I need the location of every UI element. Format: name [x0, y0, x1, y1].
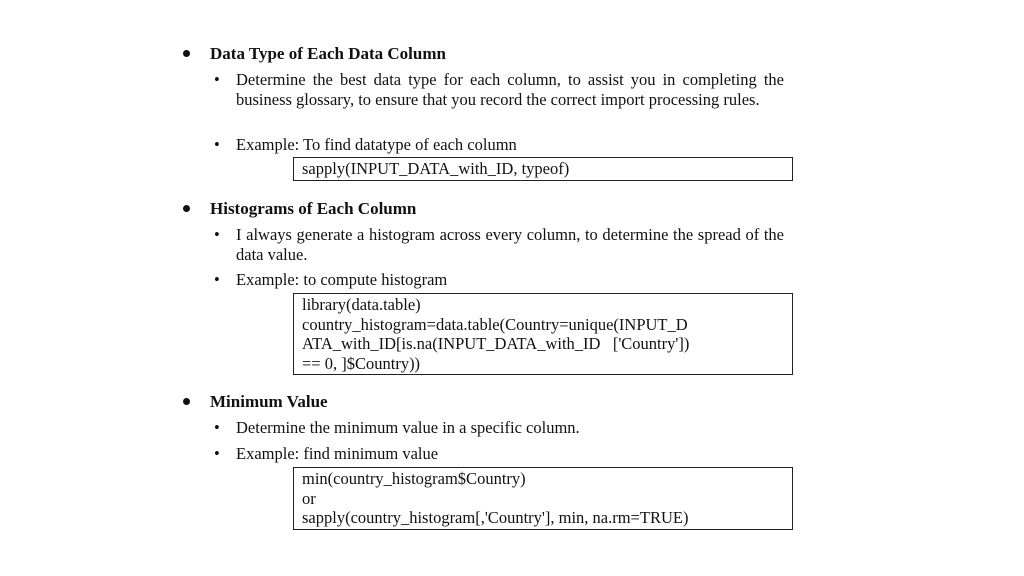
section-heading-text: Minimum Value: [210, 392, 328, 411]
bullet-glyph: •: [214, 135, 220, 154]
section-heading-histograms: [183, 199, 416, 219]
code-line: or: [302, 488, 316, 508]
bullet-dot-icon: [183, 50, 190, 57]
bullet-dot-icon: [183, 205, 190, 212]
bullet-text: Example: find minimum value: [236, 444, 439, 463]
bullet-glyph: •: [214, 444, 220, 463]
bullet-glyph: •: [214, 70, 220, 89]
code-line: ATA_with_ID[is.na(INPUT_DATA_with_ID ['Country']): [302, 334, 690, 353]
bullet-item: [214, 270, 784, 290]
bullet-glyph: •: [214, 225, 220, 244]
bullet-glyph: •: [214, 270, 220, 289]
bullet-item: [214, 225, 784, 264]
section-heading-text: Histograms of Each Column: [210, 199, 417, 218]
bullet-text: Determine the minimum value in a specific column.: [236, 418, 580, 437]
bullet-item: [214, 444, 784, 464]
code-line: sapply(INPUT_DATA_with_ID, typeof): [302, 159, 570, 178]
bullet-text: Example: To find datatype of each column: [236, 135, 517, 154]
code-box: [293, 293, 793, 375]
bullet-text: Example: to compute histogram: [236, 270, 448, 289]
code-line: sapply(country_histogram[,'Country'], min, na.rm=TRUE): [302, 508, 689, 527]
code-line: country_histogram=data.table(Country=unique(INPUT_D: [302, 314, 688, 334]
bullet-item: [214, 135, 784, 155]
code-line: == 0, ]$Country)): [302, 353, 421, 373]
bullet-item: [214, 70, 784, 109]
code-box: [293, 157, 793, 181]
section-heading-text: Data Type of Each Data Column: [210, 44, 446, 63]
bullet-text: Determine the best data type for each column, to assist you in completing the business glossary, to ensure that you record the correct import processing rules.: [236, 70, 784, 109]
bullet-dot-icon: [183, 398, 190, 405]
code-line: min(country_histogram$Country): [302, 469, 526, 488]
code-line: library(data.table): [302, 295, 421, 314]
code-box: [293, 467, 793, 530]
section-heading-minimum-value: [183, 392, 328, 412]
bullet-text: I always generate a histogram across every column, to determine the spread of the data value.: [236, 225, 784, 264]
bullet-item: [214, 418, 784, 438]
bullet-glyph: •: [214, 418, 220, 437]
section-heading-data-type: [183, 44, 446, 64]
